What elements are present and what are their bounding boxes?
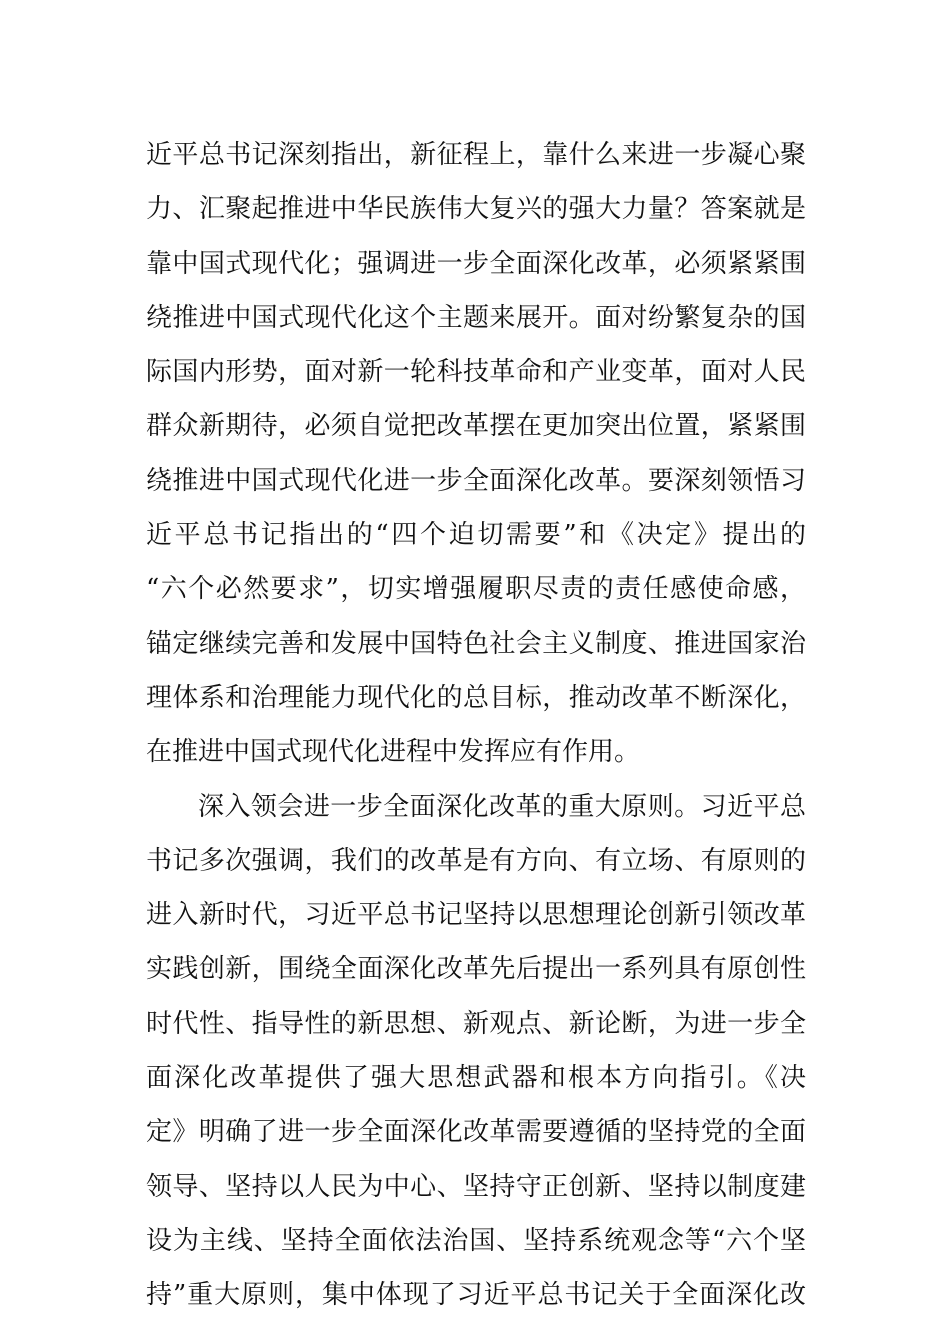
text-line: 际国内形势，面对新一轮科技革命和产业变革，面对人民 (146, 357, 806, 388)
text-line: 时代性、指导性的新思想、新观点、新论断，为进一步全 (146, 1008, 806, 1039)
text-line: 靠中国式现代化；强调进一步全面深化改革，必须紧紧围 (146, 248, 806, 279)
text-line: 持”重大原则，集中体现了习近平总书记关于全面深化改 (146, 1280, 806, 1311)
text-line: 绕推进中国式现代化这个主题来展开。面对纷繁复杂的国 (146, 302, 806, 333)
text-line: 书记多次强调，我们的改革是有方向、有立场、有原则的 (146, 845, 806, 876)
text-line: 群众新期待，必须自觉把改革摆在更加突出位置，紧紧围 (146, 411, 806, 442)
paragraph-end-line: 在推进中国式现代化进程中发挥应有作用。 (146, 737, 641, 768)
text-line: “六个必然要求”，切实增强履职尽责的责任感使命感， (146, 574, 806, 605)
text-line: 领导、坚持以人民为中心、坚持守正创新、坚持以制度建 (146, 1171, 806, 1202)
text-line: 实践创新，围绕全面深化改革先后提出一系列具有原创性 (146, 954, 806, 985)
text-line: 近平总书记指出的“四个迫切需要”和《决定》提出的 (146, 520, 806, 551)
text-line: 进入新时代，习近平总书记坚持以思想理论创新引领改革 (146, 900, 806, 931)
text-line: 定》明确了进一步全面深化改革需要遵循的坚持党的全面 (146, 1117, 806, 1148)
text-line: 面深化改革提供了强大思想武器和根本方向指引。《决 (146, 1063, 806, 1094)
text-line: 理体系和治理能力现代化的总目标，推动改革不断深化， (146, 682, 806, 713)
text-line: 设为主线、坚持全面依法治国、坚持系统观念等“六个坚 (146, 1225, 806, 1256)
paragraph-start-line: 深入领会进一步全面深化改革的重大原则。习近平总 (198, 791, 806, 822)
text-line: 锚定继续完善和发展中国特色社会主义制度、推进国家治 (146, 628, 806, 659)
body-text (146, 128, 806, 1323)
text-line: 近平总书记深刻指出，新征程上，靠什么来进一步凝心聚 (146, 140, 806, 170)
text-line: 绕推进中国式现代化进一步全面深化改革。要深刻领悟习 (146, 465, 806, 496)
text-line: 力、汇聚起推进中华民族伟大复兴的强大力量？答案就是 (146, 194, 806, 225)
